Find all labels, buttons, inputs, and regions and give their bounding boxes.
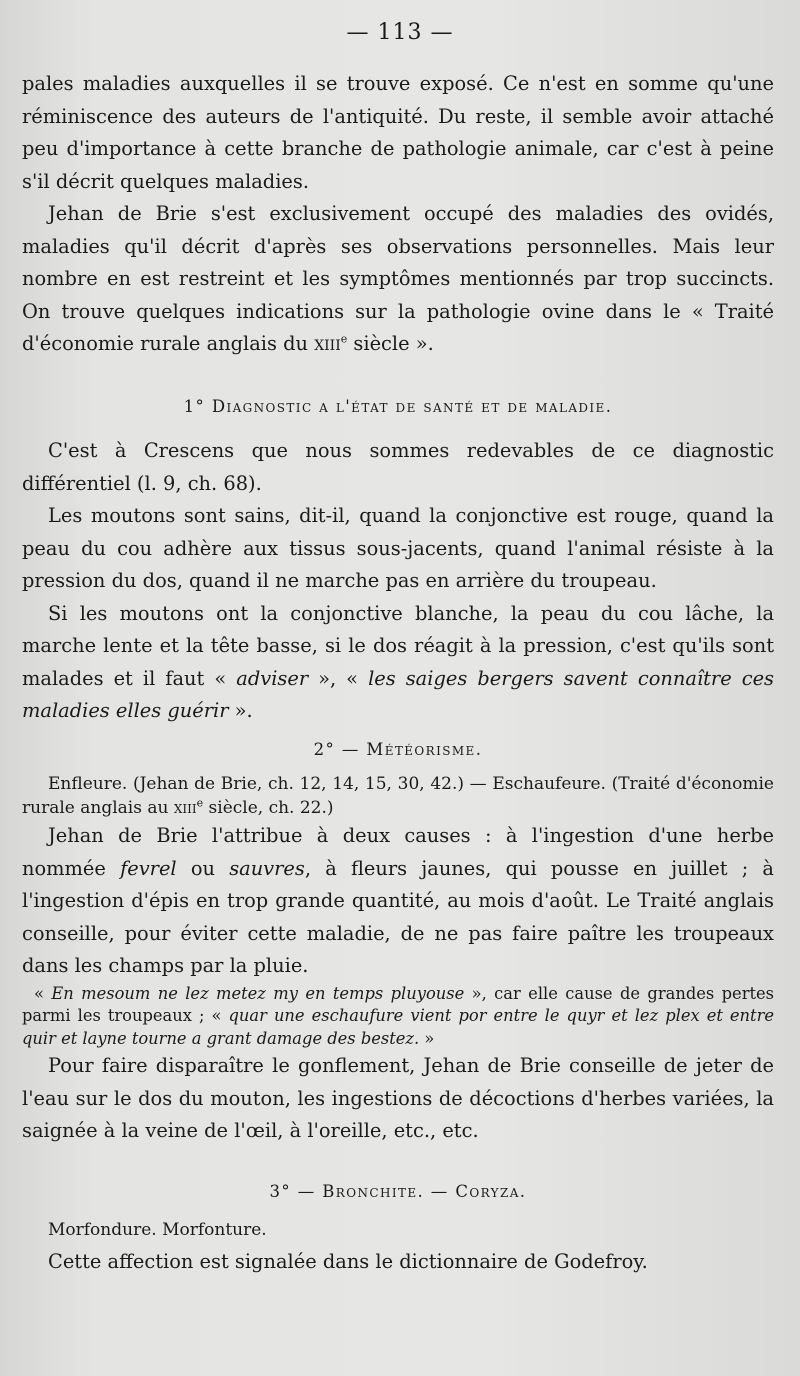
synonyms-text-end: siècle, ch. 22.) bbox=[203, 798, 334, 818]
quote-text: », car elle cause de grandes pertes parmi les troupeaux ; « bbox=[22, 983, 775, 1025]
paragraph-text-end: siècle ». bbox=[347, 332, 434, 355]
italic-quote: En mesoum ne lez metez my en temps pluyouse bbox=[51, 983, 465, 1003]
paragraph-godefroy: Cette affection est signalée dans le dictionnaire de Godefroy. bbox=[48, 1250, 648, 1273]
superscript: e bbox=[340, 332, 348, 346]
paragraph-text: Jehan de Brie l'attribue à deux causes : à l'ingestion d'une herbe nommée bbox=[22, 824, 774, 880]
century-numeral: xiii bbox=[173, 798, 197, 818]
paragraph-text-end: , à fleurs jaunes, qui pousse en juillet ; à l'ingestion d'épis en trop grande quantité, au mois d'août. Le Traité anglais conseille, pour éviter cette maladie, de ne pas faire paître les troupeaux dans les champs par la pluie. bbox=[22, 856, 774, 977]
italic-quote: adviser bbox=[236, 666, 309, 690]
section-heading-diagnostic: 1° Diagnostic a l'état de santé et de maladie. bbox=[183, 396, 613, 416]
paragraph-text: Jehan de Brie s'est exclusivement occupé des maladies des ovidés, maladies qu'il décrit d'après ses observations personnelles. Mais leur nombre en est restreint et les symptômes mentionnés par trop succincts. On trouve quelques indications sur la pathologie ovine dans le « Traité d'économie rurale anglais du bbox=[22, 202, 774, 355]
paragraph-treatment: Pour faire disparaître le gonflement, Jehan de Brie conseille de jeter de l'eau sur le dos du mouton, les ingestions de décoctions d'herbes variées, la saignée à la veine de l'œil, à l'oreille, etc., etc. bbox=[22, 1054, 774, 1142]
quote-mark: » bbox=[419, 1028, 435, 1048]
century-numeral: xiii bbox=[314, 332, 341, 355]
page-number: — 113 — bbox=[346, 20, 454, 45]
synonyms-meteorisme bbox=[22, 772, 774, 820]
paragraph-sick-signs bbox=[22, 598, 774, 728]
paragraph-jehan-de-brie bbox=[22, 198, 774, 361]
block-quote bbox=[22, 983, 774, 1051]
italic-term: fevrel bbox=[120, 856, 177, 880]
paragraph-text-end: ». bbox=[228, 699, 253, 722]
section-heading-bronchite: 3° — Bronchite. — Coryza. bbox=[269, 1181, 527, 1201]
superscript: e bbox=[196, 796, 204, 810]
page-body bbox=[22, 68, 774, 1279]
paragraph-continuation: pales maladies auxquelles il se trouve exposé. Ce n'est en somme qu'une réminiscence des auteurs de l'antiquité. Du reste, il semble avoir attaché peu d'importance à cette branche de pathologie animale, car c'est à peine s'il décrit quelques maladies. bbox=[22, 72, 774, 193]
paragraph-healthy-signs: Les moutons sont sains, dit-il, quand la conjonctive est rouge, quand la peau du cou adhère aux tissus sous-jacents, quand l'animal résiste à la pression du dos, quand il ne marche pas en arrière du troupeau. bbox=[22, 504, 774, 592]
synonyms-text: Enfleure. (Jehan de Brie, ch. 12, 14, 15, 30, 42.) — Eschaufeure. (Traité d'économie rurale anglais au bbox=[22, 774, 774, 818]
italic-quote: quar une eschaufure vient por entre le quyr et lez plex et entre quir et layne tourne a grant damage des bestez. bbox=[22, 1006, 774, 1048]
italic-term: sauvres bbox=[229, 856, 305, 880]
paragraph-text: Si les moutons ont la conjonctive blanche, la peau du cou lâche, la marche lente et la tête basse, si le dos réagit à la pression, c'est qu'ils sont malades et il faut « bbox=[22, 601, 774, 690]
italic-quote: les saiges bergers savent connaître ces maladies elles guérir bbox=[22, 666, 774, 722]
paragraph-causes bbox=[22, 820, 774, 983]
quote-mark: « bbox=[34, 983, 52, 1003]
section-heading-meteorisme: 2° — Météorisme. bbox=[313, 739, 483, 759]
paragraph-text: », « bbox=[308, 666, 369, 690]
paragraph-crescens: C'est à Crescens que nous sommes redevables de ce diagnostic différentiel (l. 9, ch. 68). bbox=[22, 439, 774, 495]
paragraph-text: ou bbox=[176, 856, 230, 880]
synonyms-bronchite: Morfondure. Morfonture. bbox=[48, 1220, 267, 1240]
